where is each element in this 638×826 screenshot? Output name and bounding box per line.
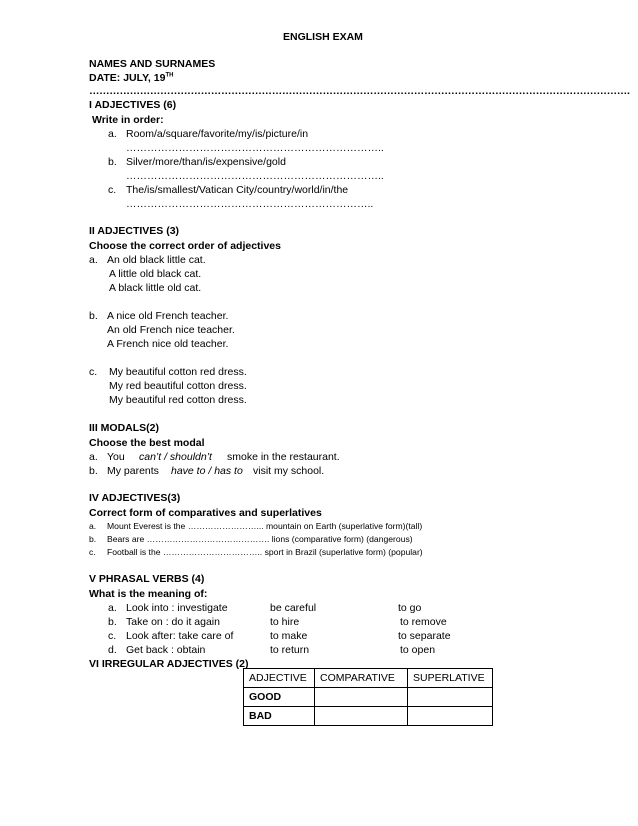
s2-group-a-option-1[interactable]: An old black little cat. (107, 254, 206, 266)
s2-group-a-option-3[interactable]: A black little old cat. (109, 282, 202, 294)
s5-row-c-option-3[interactable]: to separate (398, 630, 451, 642)
section-4-title: IV ADJECTIVES(3) (89, 492, 181, 504)
s2-group-b-letter: b. (89, 310, 98, 322)
date-text: DATE: JULY, 19 (89, 72, 166, 84)
s3-item-b-letter: b. (89, 465, 98, 477)
s1-item-c-text: The/is/smallest/Vatican City/country/world/in/the (126, 184, 349, 196)
s1-item-c-letter: c. (108, 184, 117, 196)
section-3-instruction: Choose the best modal (89, 437, 205, 449)
s3-item-b-post: visit my school. (253, 465, 325, 477)
table-cell-adjective: BAD (244, 707, 315, 726)
table-header-adjective: ADJECTIVE (244, 669, 315, 688)
s2-group-a-letter: a. (89, 254, 98, 266)
s4-item-a-text: Mount Everest is the ……………………... mountain on Earth (superlative form)(tall) (107, 521, 423, 531)
s4-item-b-letter: b. (89, 534, 97, 544)
table-row (244, 688, 493, 707)
s1-item-b-answer[interactable]: ……………………………………………………………….. (126, 170, 384, 182)
s5-row-a-option-3[interactable]: to go (398, 602, 422, 614)
s3-item-a-choice[interactable]: can’t / shouldn’t (139, 451, 212, 463)
names-label: NAMES AND SURNAMES (89, 58, 216, 70)
table-cell-superlative[interactable] (408, 707, 493, 726)
s3-item-b-choice[interactable]: have to / has to (171, 465, 243, 477)
s3-item-b-pre: My parents (107, 465, 159, 477)
s2-group-b-option-2[interactable]: An old French nice teacher. (107, 324, 235, 336)
irregular-adjectives-table (243, 668, 493, 726)
s1-item-a-answer[interactable]: ……………………………………………………………….. (126, 142, 384, 154)
exam-title: ENGLISH EXAM (283, 31, 363, 43)
section-3-title: III MODALS(2) (89, 422, 159, 434)
table-cell-adjective: GOOD (244, 688, 315, 707)
section-1-title: I ADJECTIVES (6) (89, 99, 177, 111)
section-6-title: VI IRREGULAR ADJECTIVES (2) (89, 658, 249, 670)
s4-item-a-letter: a. (89, 521, 97, 531)
s5-row-b-option-3[interactable]: to remove (400, 616, 447, 628)
s5-row-b-option-2[interactable]: to hire (270, 616, 300, 628)
s2-group-c-option-1[interactable]: My beautiful cotton red dress. (109, 366, 247, 378)
s5-row-c-letter: c. (108, 630, 117, 642)
table-header-comparative: COMPARATIVE (315, 669, 408, 688)
date-label (89, 72, 173, 84)
table-header-row (244, 669, 493, 688)
header-dotted-line: ……………………………………………………………………………………………………………………………………………. (89, 85, 630, 97)
s1-item-b-letter: b. (108, 156, 117, 168)
s5-row-a-phrase: Look into : investigate (126, 602, 228, 614)
s2-group-c-letter: c. (89, 366, 98, 378)
table-row (244, 707, 493, 726)
s2-group-c-option-2[interactable]: My red beautiful cotton dress. (109, 380, 247, 392)
s1-item-a-text: Room/a/square/favorite/my/is/picture/in (126, 128, 309, 140)
s5-row-a-option-2[interactable]: be careful (270, 602, 317, 614)
s2-group-c-option-3[interactable]: My beautiful red cotton dress. (109, 394, 247, 406)
s4-item-b-text: Bears are ……………………………………. lions (comparative form) (dangerous) (107, 534, 413, 544)
s3-item-a-letter: a. (89, 451, 98, 463)
s4-item-c-text: Football is the …………………………….. sport in Brazil (superlative form) (popular) (107, 547, 423, 557)
s1-item-a-letter: a. (108, 128, 117, 140)
s1-item-b-text: Silver/more/than/is/expensive/gold (126, 156, 286, 168)
s5-row-a-letter: a. (108, 602, 117, 614)
s3-item-a-pre: You (107, 451, 125, 463)
table-cell-comparative[interactable] (315, 688, 408, 707)
s1-item-c-answer[interactable]: …………………………………………………………….. (126, 198, 374, 210)
section-2-instruction: Choose the correct order of adjectives (89, 240, 281, 252)
section-1-instruction: Write in order: (92, 114, 164, 126)
section-4-instruction: Correct form of comparatives and superlatives (89, 507, 322, 519)
s2-group-b-option-3[interactable]: A French nice old teacher. (107, 338, 229, 350)
table-header-superlative: SUPERLATIVE (408, 669, 493, 688)
s4-item-c-letter: c. (89, 547, 96, 557)
s5-row-c-phrase: Look after: take care of (126, 630, 234, 642)
section-2-title: II ADJECTIVES (3) (89, 225, 180, 237)
s5-row-b-phrase: Take on : do it again (126, 616, 220, 628)
date-suffix: TH (165, 72, 174, 79)
s5-row-c-option-2[interactable]: to make (270, 630, 308, 642)
table-cell-superlative[interactable] (408, 688, 493, 707)
s3-item-a-post: smoke in the restaurant. (227, 451, 340, 463)
section-5-title: V PHRASAL VERBS (4) (89, 573, 205, 585)
s5-row-d-option-3[interactable]: to open (400, 644, 436, 656)
s5-row-b-letter: b. (108, 616, 117, 628)
s5-row-d-phrase: Get back : obtain (126, 644, 206, 656)
s2-group-a-option-2[interactable]: A little old black cat. (109, 268, 202, 280)
s5-row-d-letter: d. (108, 644, 117, 656)
section-5-instruction: What is the meaning of: (89, 588, 208, 600)
s5-row-d-option-2[interactable]: to return (270, 644, 310, 656)
s2-group-b-option-1[interactable]: A nice old French teacher. (107, 310, 229, 322)
table-cell-comparative[interactable] (315, 707, 408, 726)
